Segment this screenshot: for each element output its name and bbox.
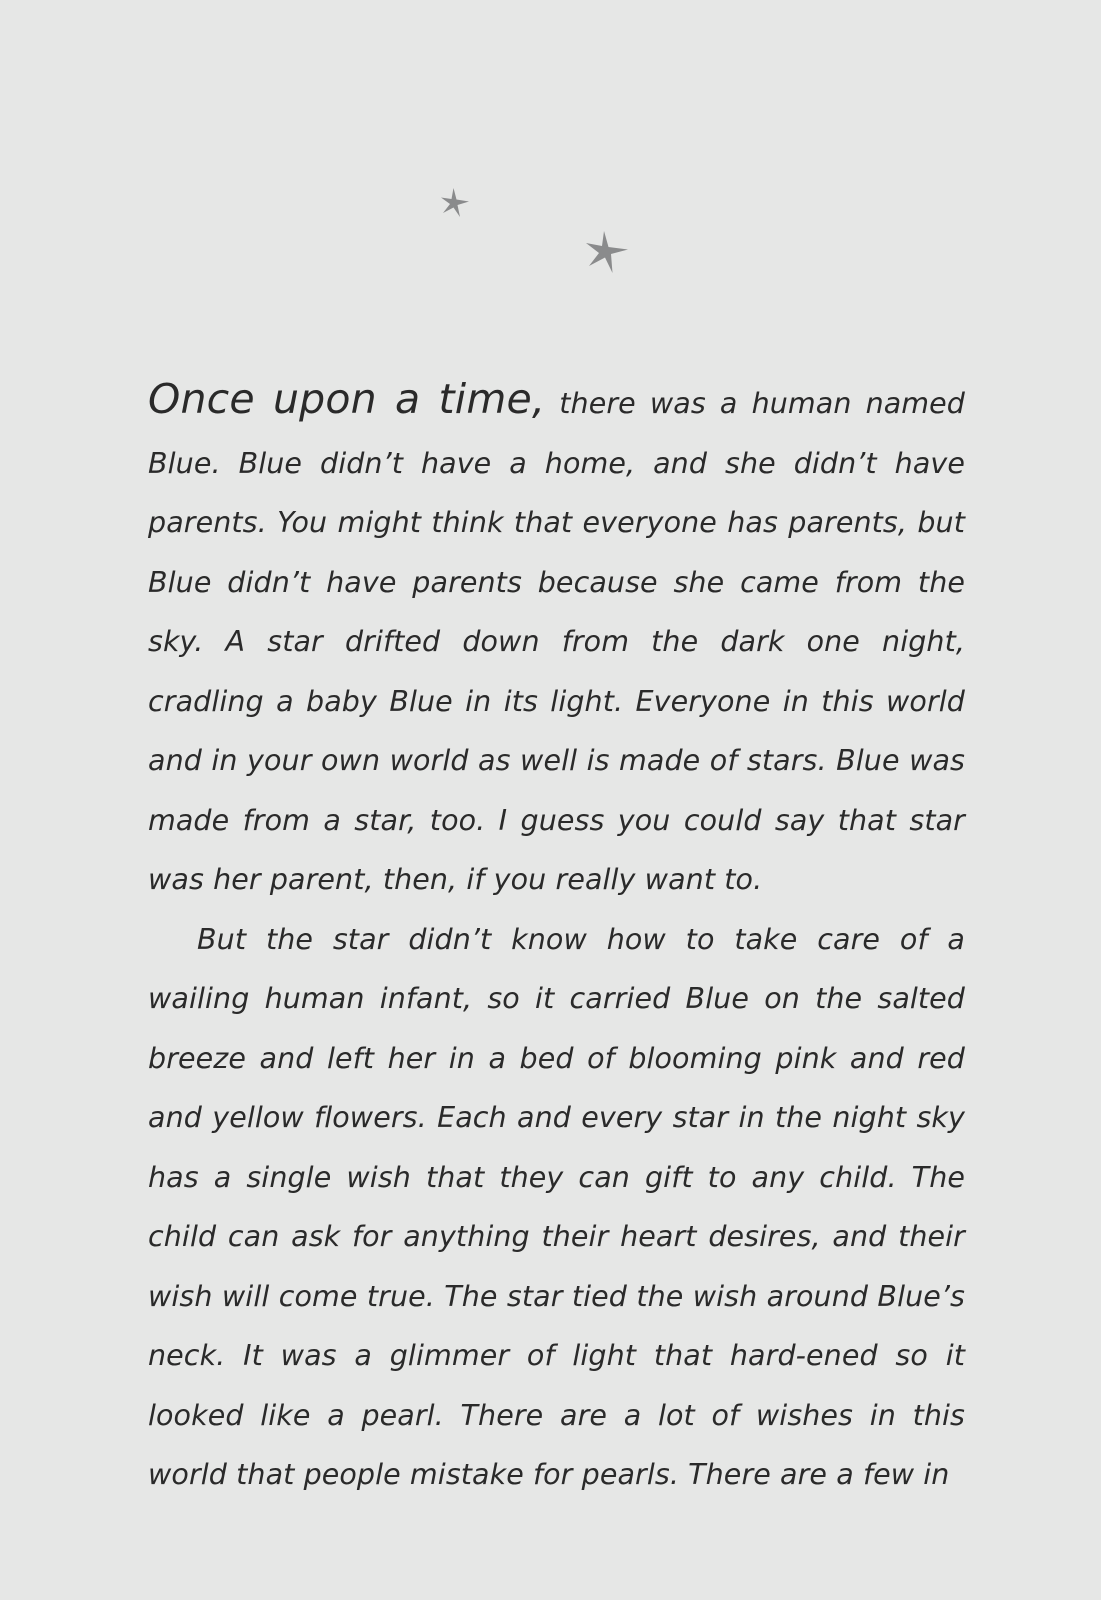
large-star-icon — [585, 230, 629, 274]
small-star-icon — [439, 187, 471, 219]
paragraph-1-text: there was a human named Blue. Blue didn’t have a home, and she didn’t have parents. You might think that everyone has parents, but Blue didn’t have parents because she came from the sky. A star drifted down from the dark one night, cradling a baby Blue in its light. Everyone in this world and in your own world as well is made of stars. Blue was made from a star, too. I guess you could say that star was her parent, then, if you really want to. — [148, 387, 965, 896]
story-text — [148, 370, 965, 1505]
paragraph-1 — [148, 370, 965, 910]
paragraph-2: But the star didn’t know how to take care of a wailing human infant, so it carried Blue on the salted breeze and left her in a bed of blooming pink and red and yellow flowers. Each and every star in the night sky has a single wish that they can gift to any child. The child can ask for anything their heart desires, and their wish will come true. The star tied the wish around Blue’s neck. It was a glimmer of light that hard-ened so it looked like a pearl. There are a lot of wishes in this world that people mistake for pearls. There are a few in — [148, 922, 965, 1491]
chapter-lead-in: Once upon a time, — [148, 375, 546, 423]
